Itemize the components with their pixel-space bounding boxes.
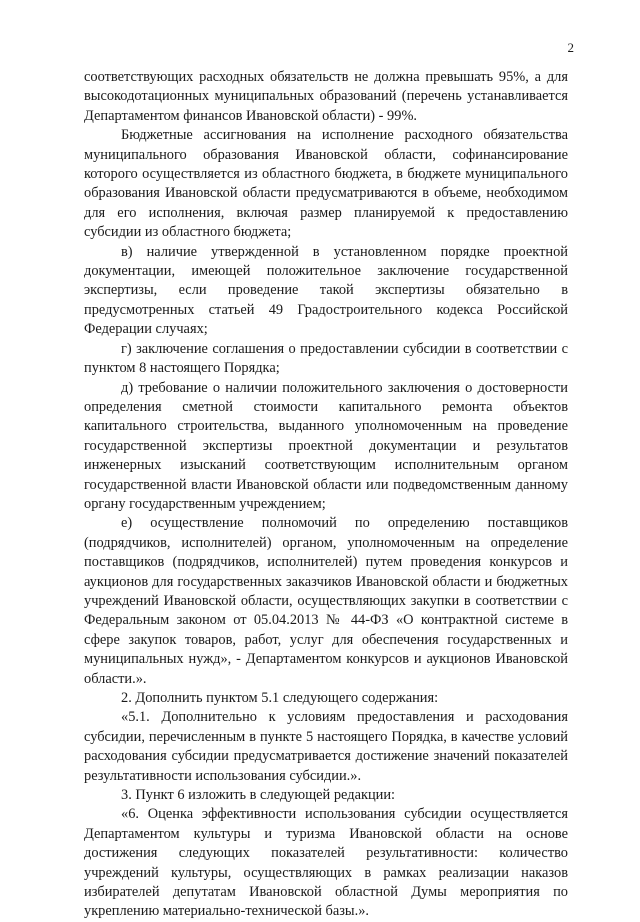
paragraph-item-d: д) требование о наличии положительного заключения о достоверности определения сметной стоимости капитального ремонта объектов капитального строительства, выданного уполномоченным на проведение государственной экспертизы проектной документации и результатов инженерных изысканий соответствующим исполнительным органом государственной власти Ивановской области или подведомственным данному органу государственным учреждением; bbox=[84, 379, 568, 512]
paragraph-continuation: соответствующих расходных обязательств не должна превышать 95%, а для высокодотационных муниципальных образований (перечень устанавливается Департаментом финансов Ивановской области) - 99%. bbox=[84, 69, 568, 124]
paragraph-amendment-2: 2. Дополнить пунктом 5.1 следующего содержания: bbox=[121, 690, 439, 706]
paragraph-item-v: в) наличие утвержденной в установленном порядке проектной документации, имеющей положительное заключение государственной экспертизы, если проведение такой экспертизы обязательно в предусмотренных статьей 49 Градостроительного кодекса Российской Федерации случаях; bbox=[84, 243, 568, 338]
paragraph-budget-allocations: Бюджетные ассигнования на исполнение расходного обязательства муниципального образования Ивановской области, софинансирование которого осуществляется из областного бюджета, в бюджете муниципального образования Ивановской области предусматриваются в объеме, необходимом для его исполнения, включая размер планируемой к предоставлению субсидии из областного бюджета; bbox=[84, 127, 568, 241]
paragraph-item-g: г) заключение соглашения о предоставлении субсидии в соответствии с пунктом 8 настоящего Порядка; bbox=[84, 340, 568, 377]
paragraph-clause-6: «6. Оценка эффективности использования субсидии осуществляется Департаментом культуры и туризма Ивановской области на основе достижения следующих показателей результативности: количество учреждений культуры, осуществляющих в рамках реализации наказов избирателей депутатам Ивановской областной Думы мероприятия по укреплению материально-технической базы.». bbox=[84, 806, 568, 920]
paragraph-amendment-3: 3. Пункт 6 изложить в следующей редакции: bbox=[121, 787, 396, 804]
page-number: 2 bbox=[567, 40, 574, 55]
paragraph-clause-5-1: «5.1. Дополнительно к условиям предоставления и расходования субсидии, перечисленным в пункте 5 настоящего Порядка, в качестве условий расходования субсидии предусматривается достижение значений показателей результативности использования субсидии.». bbox=[84, 709, 568, 784]
paragraph-item-e: е) осуществление полномочий по определению поставщиков (подрядчиков, исполнителей) органом, уполномоченным на определение поставщиков (подрядчиков, исполнителей) путем проведения конкурсов и аукционов для государственных заказчиков Ивановской области и бюджетных учреждений Ивановской области, осуществляющих закупки в соответствии с Федеральным законом от 05.04.2013 № 44-ФЗ «О контрактной системе в сфере закупок товаров, работ, услуг для обеспечения государственных и муниципальных нужд», - Департаментом конкурсов и аукционов Ивановской области.». bbox=[84, 515, 568, 687]
document-body bbox=[84, 68, 568, 922]
